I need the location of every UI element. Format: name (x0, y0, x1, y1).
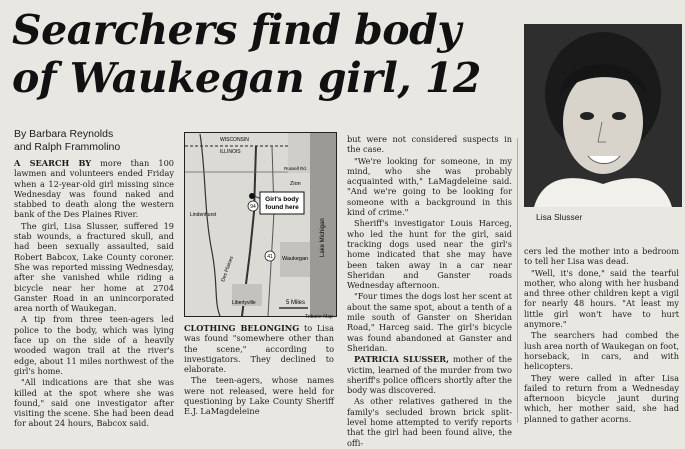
lead-in: PATRICIA SLUSSER, (354, 354, 449, 365)
callout-text-1: Girl's body (265, 196, 299, 203)
highway-94-shield: 94 (250, 204, 256, 210)
portrait-photo (524, 24, 682, 207)
paragraph (347, 354, 512, 395)
paragraph: but were not considered suspects in the case. (347, 134, 512, 155)
libertyville-label: Libertyville (232, 300, 256, 306)
paragraph: The girl, Lisa Slusser, suffered 19 stab wounds, a fractured skull, and had been sexually assaulted, said Robert Babcox, Lake County coroner. She was reported missing Wednesday, after she vanished while riding a bicycle near her home at 2704 Ganster Road in an unincorporated area north of Waukegan. (14, 220, 174, 314)
paragraph-text: mother of the victim, learned of the murder from two sheriff's police officers shortly after the body was discovered. (347, 354, 512, 396)
wisconsin-label: WISCONSIN (220, 137, 249, 143)
byline-line-1: By Barbara Reynolds (14, 128, 114, 140)
article-column-2 (184, 323, 334, 418)
headline-line-1: Searchers find body (12, 6, 461, 54)
paragraph: "All indications are that she was killed at the spot where she was found," said one investigator after visiting the scene. She had been dead for about 24 hours, Babcox said. (14, 377, 174, 429)
paragraph: "Well, it's done," said the tearful mother, who along with her husband and three other children kept a vigil for nearly 48 hours. "At least my little girl won't have to hurt anymore." (524, 267, 679, 330)
article-column-1 (14, 158, 174, 430)
headline-line-2: of Waukegan girl, 12 (12, 54, 481, 102)
paragraph-text: more than 100 lawmen and volunteers ended Friday when a 12-year-old girl missing since Wednesday was found naked and stabbed to death along the western bank of the Des Plaines River. (14, 158, 174, 220)
article-column-3 (347, 134, 512, 449)
callout-text-2: found here (265, 204, 299, 211)
paragraph: The searchers had combed the lush area north of Waukegan on foot, horseback, in cars, and with helicopters. (524, 330, 679, 372)
byline-line-2: and Ralph Frammolino (14, 141, 121, 153)
lead-in: CLOTHING BELONGING (184, 323, 300, 333)
waukegan-label: Waukegan (282, 256, 309, 262)
lead-in: A SEARCH BY (14, 158, 92, 168)
paragraph (184, 323, 334, 374)
lindenhurst-label: Lindenhurst (190, 212, 217, 218)
headline (12, 6, 512, 102)
column-rule (517, 138, 518, 423)
paragraph: The teen-agers, whose names were not released, were held for questioning by Lake County Sheriff E.J. LaMagdeleine (184, 375, 334, 417)
byline (14, 128, 179, 154)
paragraph (14, 158, 174, 220)
portrait-image (524, 24, 682, 207)
article-column-4 (524, 246, 679, 425)
illinois-label: ILLINOIS (220, 149, 241, 155)
paragraph: cers led the mother into a bedroom to tell her Lisa was dead. (524, 246, 679, 267)
paragraph: Sheriff's investigator Louis Harceg, who led the hunt for the girl, said tracking dogs used near the girl's home indicated that she may have been taken away in a car near Sheridan and Ganster roads Wednesday afternoon. (347, 218, 512, 291)
russell-road-label: Russell Rd. (284, 166, 308, 171)
paragraph: A tip from three teen-agers led police to the body, which was lying face up on the side of a heavily wooded wagon trail at the river's edge, about 11 miles northwest of the girl's home. (14, 314, 174, 376)
paragraph: "We're looking for someone, in my mind, who she was probably acquainted with," LaMagdeleine said. "And we're going to be looking for someone with a background in this kind of crime." (347, 155, 512, 218)
paragraph: As other relatives gathered in the family's secluded brown brick split-level home attempted to verify reports that the girl had been found alive, the offi- (347, 396, 512, 448)
map-credit: Tribune Map (305, 314, 333, 320)
scale-label: 5 Miles (286, 300, 306, 306)
location-map (184, 132, 337, 317)
route-41-shield: 41 (267, 254, 273, 260)
photo-caption: Lisa Slusser (536, 212, 583, 222)
zion-label: Zion (290, 181, 301, 187)
paragraph: "Four times the dogs lost her scent at about the same spot, about a tenth of a mile south of Ganster on Sheridan Road," Harceg said. The girl's bicycle was found abandoned at Ganster and Sheridan. (347, 291, 512, 353)
des-plaines-label: Des Plaines (220, 255, 236, 283)
paragraph-text: to Lisa was found "somewhere other than the scene," according to investigators. They declined to elaborate. (184, 323, 334, 375)
paragraph: They were called in after Lisa failed to return from a Wednesday afternoon bicycle jaunt during which, her mother said, she had planned to gather acorns. (524, 372, 679, 424)
lake-michigan-label: Lake Michigan (320, 218, 326, 257)
